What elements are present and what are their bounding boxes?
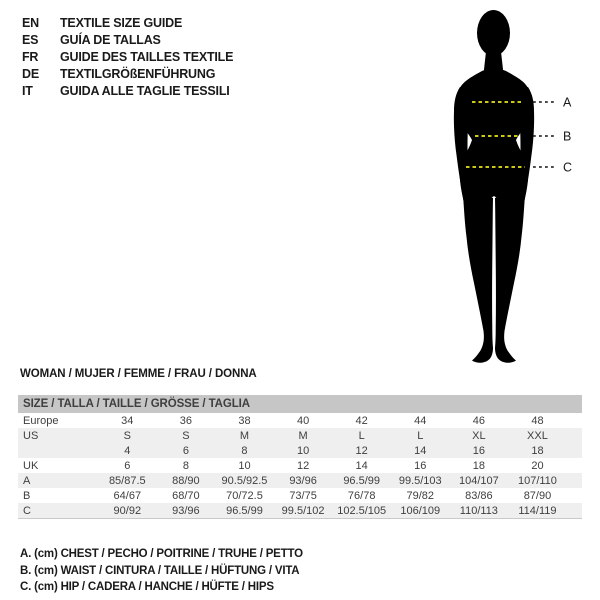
size-cell: 6 — [182, 444, 189, 457]
language-label: GUIDA ALLE TAGLIE TESSILI — [60, 84, 230, 98]
language-label: GUÍA DE TALLAS — [60, 33, 161, 47]
table-row — [18, 503, 582, 518]
size-cell: 87/90 — [523, 489, 552, 502]
language-code: EN — [22, 16, 39, 30]
language-row — [22, 49, 233, 66]
size-cell: 48 — [531, 414, 544, 427]
size-cell: 42 — [355, 414, 368, 427]
table-row — [18, 458, 582, 473]
silhouette-left-leg — [463, 193, 493, 363]
section-title: WOMAN / MUJER / FEMME / FRAU / DONNA — [20, 368, 257, 380]
language-code: FR — [22, 50, 39, 64]
legend-line: A. (cm) CHEST / PECHO / POITRINE / TRUHE / PETTO — [20, 548, 303, 560]
size-cell: 8 — [182, 459, 189, 472]
language-row — [22, 83, 233, 100]
label-b: B — [563, 129, 572, 144]
size-cell: L — [417, 429, 424, 442]
size-cell: 38 — [238, 414, 251, 427]
size-cell: 88/90 — [172, 474, 200, 487]
size-table-header: SIZE / TALLA / TAILLE / GRÖSSE / TAGLIA — [18, 395, 582, 413]
woman-silhouette-figure — [430, 5, 580, 370]
table-row — [18, 413, 582, 428]
row-label: US — [23, 429, 39, 442]
size-cell: 16 — [472, 444, 485, 457]
size-cell: 64/67 — [113, 489, 142, 502]
size-cell: XL — [472, 429, 486, 442]
size-cell: 99.5/102 — [281, 504, 325, 517]
language-row — [22, 15, 233, 32]
size-cell: 14 — [414, 444, 427, 457]
size-cell: 12 — [296, 459, 310, 472]
size-cell: 36 — [179, 414, 193, 427]
silhouette-right-leg — [495, 193, 525, 363]
size-cell: XXL — [527, 429, 548, 442]
language-row — [22, 32, 233, 49]
legend-line: C. (cm) HIP / CADERA / HANCHE / HÜFTE / HIPS — [20, 581, 274, 593]
size-table — [18, 395, 582, 519]
size-cell: 18 — [531, 444, 544, 457]
size-table-body — [18, 413, 582, 518]
size-cell: 6 — [124, 459, 131, 472]
size-table-bottom-border — [18, 518, 582, 519]
size-cell: 12 — [355, 444, 368, 457]
size-cell: M — [298, 429, 308, 442]
row-label: C — [23, 504, 31, 517]
size-cell: S — [182, 429, 190, 442]
size-cell: 96.5/99 — [343, 474, 381, 487]
language-code: ES — [22, 33, 39, 47]
size-cell: 10 — [296, 444, 310, 457]
size-cell: 79/82 — [406, 489, 435, 502]
size-cell: L — [358, 429, 365, 442]
label-a: A — [563, 95, 572, 110]
label-c: C — [563, 160, 573, 175]
row-label: B — [23, 489, 31, 502]
size-cell: 4 — [124, 444, 131, 457]
size-cell: 46 — [472, 414, 485, 427]
size-cell: 85/87.5 — [108, 474, 146, 487]
size-cell: 70/72.5 — [226, 489, 263, 502]
size-cell: 14 — [355, 459, 368, 472]
size-cell: 73/75 — [289, 489, 317, 502]
measurement-legend — [20, 546, 303, 596]
woman-silhouette — [454, 10, 534, 363]
size-cell: 68/70 — [172, 489, 200, 502]
row-label: UK — [23, 459, 39, 472]
size-cell: 102.5/105 — [337, 504, 387, 517]
size-cell: 8 — [241, 444, 248, 457]
size-cell: 90/92 — [113, 504, 142, 517]
size-cell: 40 — [296, 414, 310, 427]
size-cell: 83/86 — [465, 489, 493, 502]
size-cell: 76/78 — [347, 489, 376, 502]
size-cell: 93/96 — [172, 504, 200, 517]
table-row — [18, 488, 582, 503]
language-code: IT — [22, 84, 33, 98]
size-cell: M — [239, 429, 250, 442]
size-cell: 20 — [531, 459, 544, 472]
size-cell: 10 — [238, 459, 251, 472]
language-row — [22, 66, 233, 83]
language-label: GUIDE DES TAILLES TEXTILE — [60, 50, 234, 64]
table-row — [18, 443, 582, 458]
size-cell: 18 — [472, 459, 485, 472]
table-row — [18, 428, 582, 443]
legend-line: B. (cm) WAIST / CINTURA / TAILLE / HÜFTUNG / VITA — [20, 564, 300, 577]
language-code: DE — [22, 67, 39, 81]
language-label: TEXTILE SIZE GUIDE — [60, 16, 183, 30]
size-cell: 34 — [121, 414, 134, 427]
size-cell: 93/96 — [289, 474, 317, 487]
size-cell: 16 — [414, 459, 427, 472]
size-cell: 106/109 — [400, 504, 441, 517]
size-cell: 44 — [414, 414, 427, 427]
language-title-list — [22, 15, 233, 100]
size-cell: 96.5/99 — [226, 504, 263, 517]
language-label: TEXTILGRÖßENFÜHRUNG — [60, 67, 216, 81]
table-row — [18, 473, 582, 488]
size-cell: 104/107 — [458, 474, 499, 487]
size-cell: 90.5/92.5 — [221, 474, 268, 487]
size-cell: 99.5/103 — [398, 474, 442, 487]
size-cell: 110/113 — [459, 504, 498, 517]
size-cell: S — [123, 429, 131, 442]
size-cell: 114/119 — [518, 504, 557, 517]
row-label: A — [23, 474, 31, 487]
size-cell: 107/110 — [517, 474, 557, 487]
row-label: Europe — [23, 414, 59, 427]
